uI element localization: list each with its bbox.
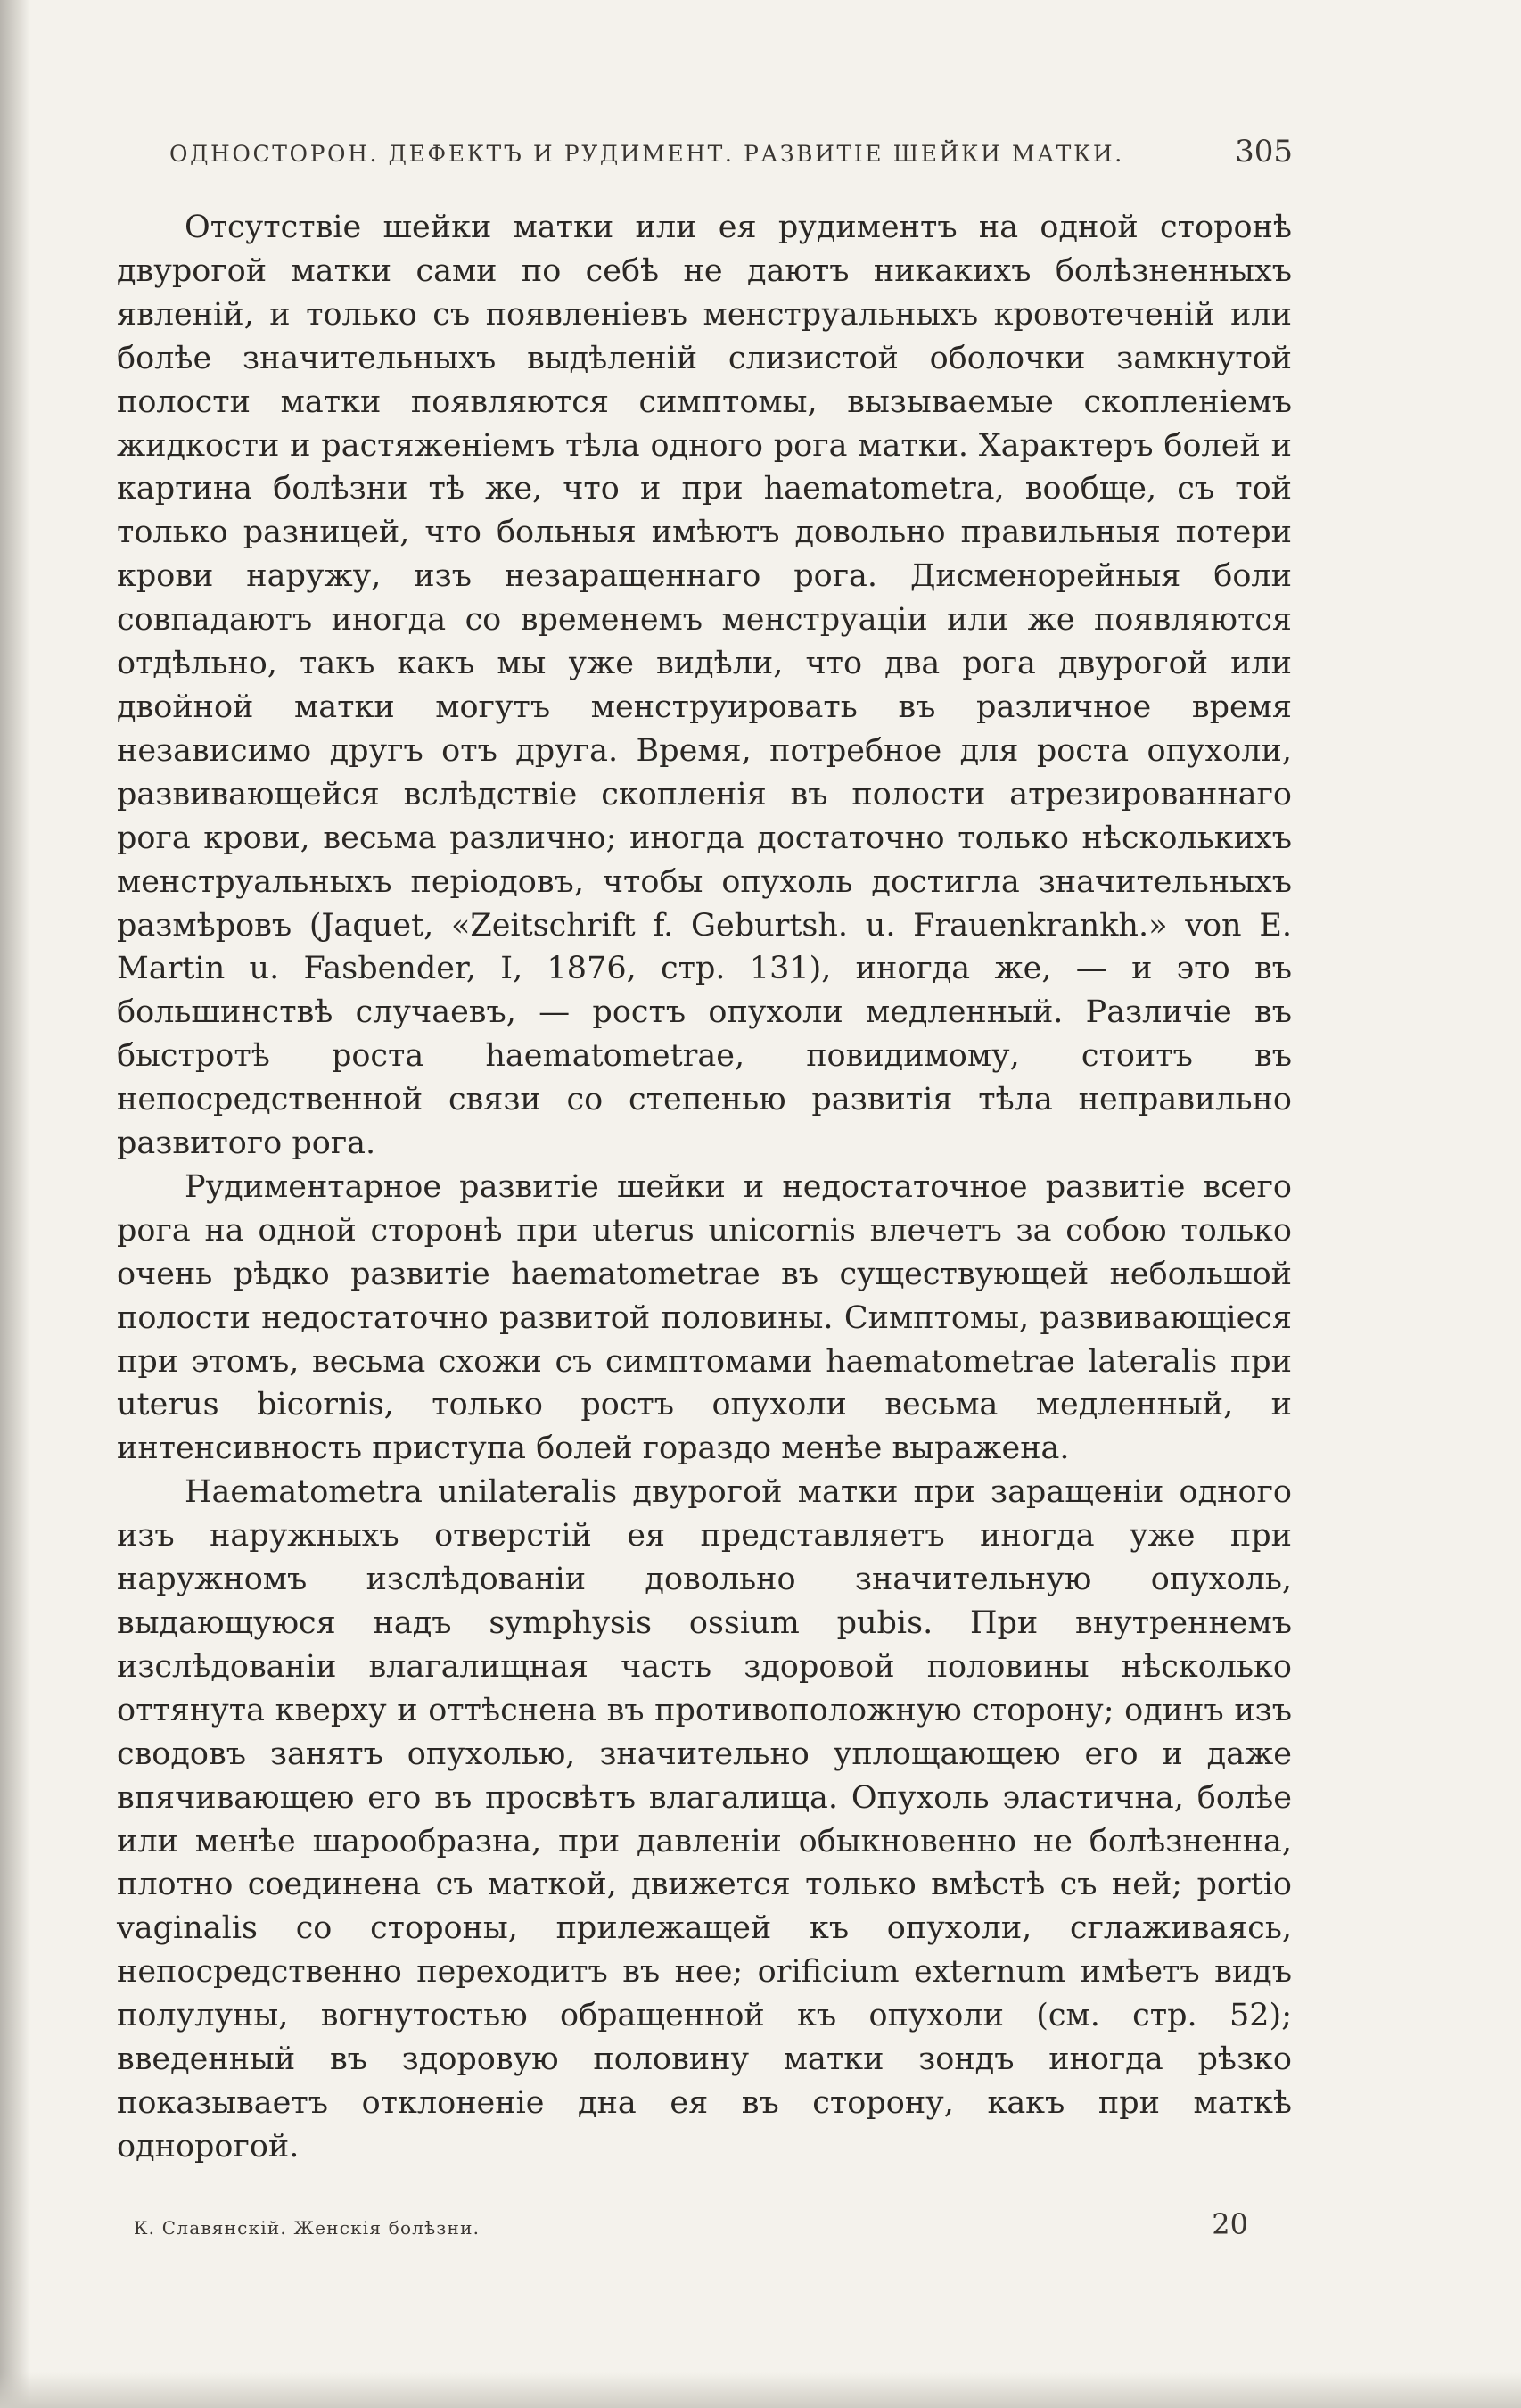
paragraph: Отсутствіе шейки матки или ея рудиментъ на одной сторонѣ двурогой матки сами по себѣ не даютъ никакихъ болѣзненныхъ явленій, и только съ появленіевъ менструальныхъ кровотеченій или болѣе значительныхъ выдѣленій слизистой оболочки замкнутой полости матки появляются симптомы, вызываемые скопленіемъ жидкости и растяженіемъ тѣла одного рога матки. Характеръ болей и картина болѣзни тѣ же, что и при haematometra, вообще, съ той только разницей, что больныя имѣютъ довольно правильныя потери крови наружу, изъ незаращеннаго рога. Дисменорейныя боли совпадаютъ иногда со временемъ менструаціи или же появляются отдѣльно, такъ какъ мы уже видѣли, что два рога двурогой или двойной матки могутъ менструировать въ различное время независимо другъ отъ друга. Время, потребное для роста опухоли, развивающейся вслѣдствіе скопленія въ полости атрезированнаго рога крови, весьма различно; иногда достаточно только нѣсколькихъ менструальныхъ періодовъ, чтобы опухоль достигла значительныхъ размѣровъ (Jaquet, «Zeitschrift f. Geburtsh. u. Frauenkrankh.» von E. Martin u. Fasbender, I, 1876, стр. 131), иногда же, — и это въ большинствѣ случаевъ, — ростъ опухоли медленный. Различіе въ быстротѣ роста haematometrae, повидимому, стоитъ въ непосредственной связи со степенью развитія тѣла неправильно развитого рога. [117, 210, 1292, 1162]
body-text [117, 206, 1292, 2169]
paragraph: Рудиментарное развитіе шейки и недостаточное развитіе всего рога на одной сторонѣ при uterus unicornis влечетъ за собою только очень рѣдко развитіе haematometrae въ существующей небольшой полости недостаточно развитой половины. Симптомы, развивающіеся при этомъ, весьма схожи съ симптомами haematometrae lateralis при uterus bicornis, только ростъ опухоли весьма медленный, и интенсивность приступа болей гораздо менѣе выражена. [117, 1168, 1292, 1467]
signature-mark: 20 [1212, 2207, 1248, 2241]
page-footer [134, 2207, 1248, 2241]
page-binding-shadow [0, 0, 30, 2408]
paragraph: Haematometra unilateralis двурогой матки при заращеніи одного изъ наружныхъ отверстій ея представляетъ иногда уже при наружномъ изслѣдованіи довольно значительную опухоль, выдающуюся надъ symphysis ossium pubis. При внутреннемъ изслѣдованіи влагалищная часть здоровой половины нѣсколько оттянута кверху и оттѣснена въ противоположную сторону; одинъ изъ сводовъ занятъ опухолью, значительно уплощающею его и даже впячивающею его въ просвѣтъ влагалища. Опухоль эластична, болѣе или менѣе шарообразна, при давленіи обыкновенно не болѣзненна, плотно соединена съ маткой, движется только вмѣстѣ съ ней; portio vaginalis со стороны, прилежащей къ опухоли, сглаживаясь, непосредственно переходитъ въ нее; orificium externum имѣетъ видъ полулуны, вогнутостью обращенной къ опухоли (см. стр. 52); введенный въ здоровую половину матки зондъ иногда рѣзко показываетъ отклоненіе дна ея въ сторону, какъ при маткѣ однорогой. [117, 1474, 1292, 2165]
page-number: 305 [1235, 134, 1293, 169]
running-head-title: ОДНОСТОРОН. ДЕФЕКТЪ И РУДИМЕНТ. РАЗВИТІЕ ШЕЙКИ МАТКИ. [169, 141, 1124, 167]
page-bottom-shadow [0, 2372, 1521, 2408]
signature-line: К. Славянскій. Женскія болѣзни. [134, 2217, 481, 2239]
running-head [169, 134, 1293, 173]
